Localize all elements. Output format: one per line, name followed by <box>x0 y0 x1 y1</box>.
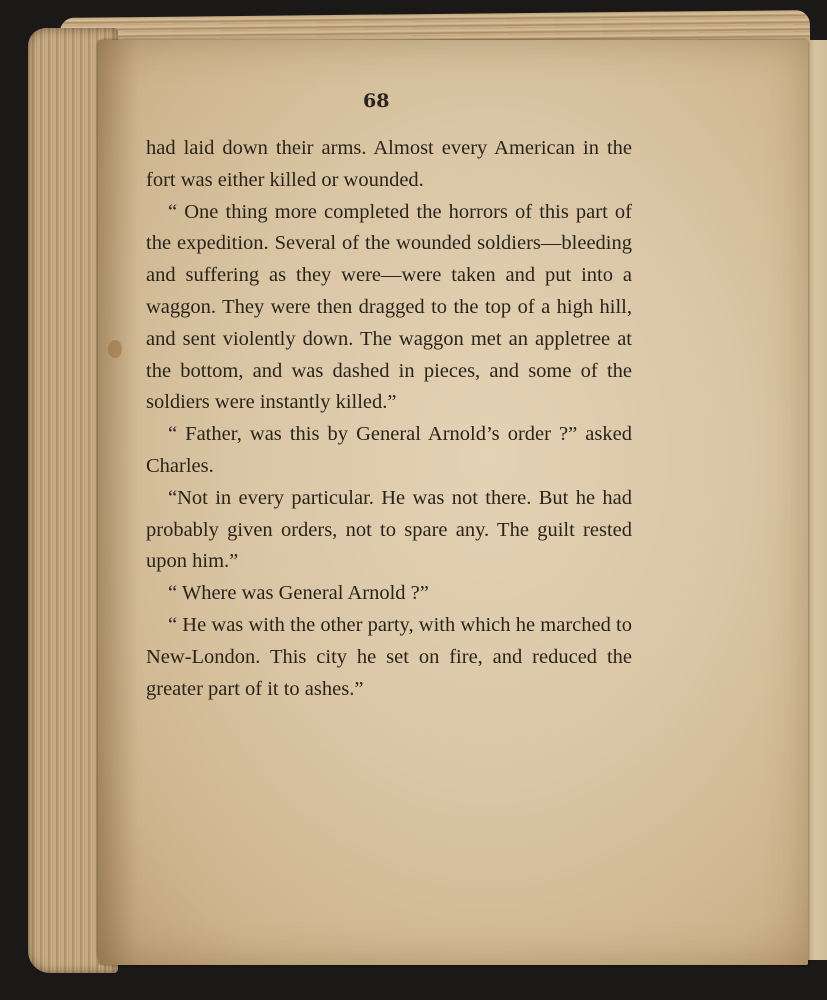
page-stain <box>108 340 122 358</box>
page-number: 68 <box>363 90 390 112</box>
paragraph: had laid down their arms. Almost every American in the fort was either killed or wounded. <box>146 137 632 191</box>
paragraph: “ Where was General Arnold ?” <box>168 582 429 605</box>
paragraph: “ He was with the other party, with which he marched to New-London. This city he set on fire, and reduced the greater part of it to ashes.” <box>146 613 632 700</box>
paragraph: “ Father, was this by General Arnold’s order ?” asked Charles. <box>146 423 632 477</box>
paragraph: “Not in every particular. He was not there. But he had probably given orders, not to spare any. The guilt rested upon him.” <box>146 486 632 573</box>
paragraph: “ One thing more completed the horrors of this part of the expedition. Several of the wounded soldiers—bleeding and suffering as they were—were taken and put into a waggon. They were then dragged to the top of a high hill, and sent violently down. The waggon met an appletree at the bottom, and was dashed in pieces, and some of the soldiers were instantly killed.” <box>146 200 632 414</box>
page-text <box>146 133 632 705</box>
